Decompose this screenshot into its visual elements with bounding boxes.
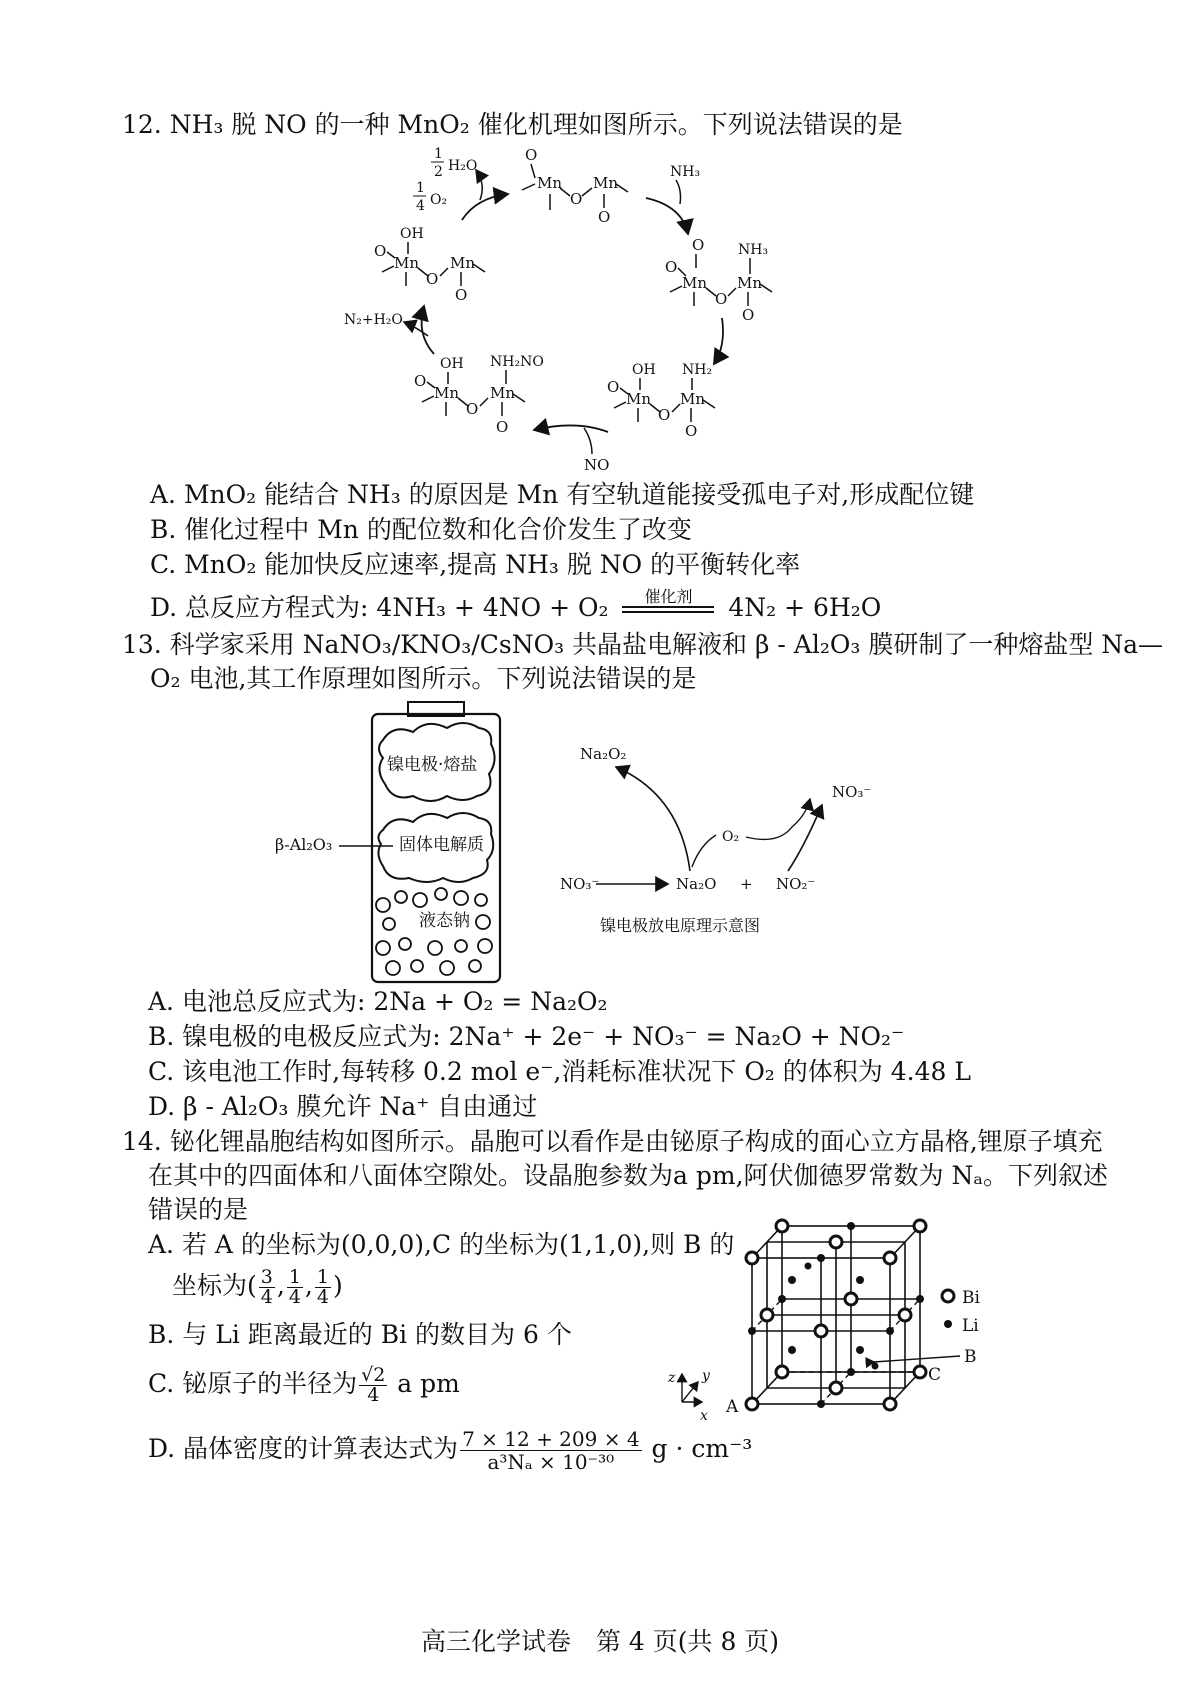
scheme-caption: 镍电极放电原理示意图 <box>600 916 761 935</box>
q14-stem-line2: 在其中的四面体和八面体空隙处。设晶胞参数为a pm,阿伏伽德罗常数为 Nₐ。下列叙述 <box>148 1161 1108 1190</box>
q14-stem-line1: 14. 铋化锂晶胞结构如图所示。晶胞可以看作是由铋原子构成的面心立方晶格,锂原子填充 <box>122 1127 1103 1156</box>
scheme-na2o: Na₂O <box>676 875 717 893</box>
q13-stem-line1: 13. 科学家采用 NaNO₃/KNO₃/CsNO₃ 共晶盐电解液和 β - Al₂O₃ 膜研制了一种熔盐型 Na— <box>122 630 1164 659</box>
q13-option-a: A. 电池总反应式为: 2Na + O₂ = Na₂O₂ <box>148 987 608 1016</box>
sodium-droplets <box>376 888 492 975</box>
q13-ni-electrode-scheme <box>560 735 890 945</box>
complex-left-bottom <box>414 354 544 436</box>
q13-stem-line2: O₂ 电池,其工作原理如图所示。下列说法错误的是 <box>150 664 697 693</box>
reagent-nh3: NH₃ <box>670 164 701 180</box>
product-n2-h2o: N₂+H₂O <box>344 312 403 328</box>
arrow-left-to-top <box>462 194 508 220</box>
battery-electrode-label: 镍电极·熔盐 <box>387 755 478 775</box>
q14-option-b: B. 与 Li 距离最近的 Bi 的数目为 6 个 <box>148 1320 572 1349</box>
svg-text:O: O <box>455 286 468 304</box>
q13-option-d: D. β - Al₂O₃ 膜允许 Na⁺ 自由通过 <box>148 1092 538 1121</box>
label-a: A <box>726 1397 739 1417</box>
svg-text:O: O <box>496 418 509 436</box>
svg-text:O₂: O₂ <box>430 192 448 208</box>
svg-text:O: O <box>525 146 538 164</box>
svg-text:O: O <box>466 400 479 418</box>
svg-text:O: O <box>374 242 387 260</box>
reagent-no: NO <box>584 456 610 474</box>
svg-text:Mn: Mn <box>737 274 763 292</box>
complex-left-top <box>374 226 485 304</box>
svg-text:Mn: Mn <box>490 384 516 402</box>
svg-text:OH: OH <box>400 226 424 242</box>
frac-1-4-b: $\frac{1}{4}$ <box>316 1266 329 1308</box>
catalyst-equals <box>622 588 714 625</box>
q12-stem: 12. NH₃ 脱 NO 的一种 MnO₂ 催化机理如图所示。下列说法错误的是 <box>122 110 903 139</box>
svg-text:O: O <box>607 378 620 396</box>
svg-text:Mn: Mn <box>626 390 652 408</box>
q14-option-a-line1: A. 若 A 的坐标为(0,0,0),C 的坐标为(1,1,0),则 B 的 <box>148 1230 735 1259</box>
q13-option-b: B. 镍电极的电极反应式为: 2Na⁺ + 2e⁻ + NO₃⁻ = Na₂O + NO₂⁻ <box>148 1022 905 1051</box>
svg-text:Mn: Mn <box>450 254 476 272</box>
q14-option-a-line2: 坐标为( $\frac{3}{4}$ , $\frac{1}{4}$ , $\frac{1}{4}$ ) <box>172 1266 343 1308</box>
q12-mechanism-diagram <box>330 140 810 480</box>
axis-x-label: x <box>700 1408 708 1424</box>
q14-crystal-cell <box>660 1210 1000 1440</box>
q12-option-b: B. 催化过程中 Mn 的配位数和化合价发生了改变 <box>150 515 692 544</box>
svg-text:2: 2 <box>434 164 443 180</box>
density-fraction: $\frac{7 \times 12 + 209 \times 4}{\text{a³Nₐ × 10⁻³⁰}}$ <box>462 1427 640 1474</box>
q13-battery-diagram <box>275 700 515 990</box>
q12-option-d <box>150 588 881 625</box>
svg-text:H₂O: H₂O <box>448 158 478 174</box>
battery-sodium-label: 液态钠 <box>419 911 470 931</box>
arrow-right-down <box>714 318 723 364</box>
svg-text:O: O <box>685 422 698 440</box>
q12-option-a: A. MnO₂ 能结合 NH₃ 的原因是 Mn 有空轨道能接受孤电子对,形成配位键 <box>150 480 975 509</box>
complex-right-top <box>665 236 772 324</box>
catalyst-label: 催化剂 <box>644 587 693 606</box>
q14-stem-line3: 错误的是 <box>148 1195 249 1224</box>
svg-text:1: 1 <box>416 180 425 196</box>
label-c: C <box>928 1365 942 1385</box>
svg-text:NH₃: NH₃ <box>738 242 769 258</box>
membrane-label: β-Al₂O₃ <box>275 835 333 854</box>
svg-text:4: 4 <box>416 198 425 214</box>
frac-3-4: $\frac{3}{4}$ <box>260 1266 273 1308</box>
scheme-plus: + <box>740 875 753 893</box>
label-b: B <box>964 1347 977 1367</box>
complex-top <box>522 146 628 226</box>
legend-li-marker <box>944 1320 952 1328</box>
svg-text:Mn: Mn <box>680 390 706 408</box>
arrow-left-up <box>422 306 434 354</box>
scheme-no3-left: NO₃⁻ <box>560 875 600 893</box>
svg-text:O: O <box>715 290 728 308</box>
scheme-no3-top: NO₃⁻ <box>832 783 872 801</box>
legend-bi-marker <box>942 1290 954 1302</box>
complex-right-bottom <box>607 362 715 440</box>
svg-text:O: O <box>742 306 755 324</box>
legend-li-label: Li <box>962 1316 979 1336</box>
svg-text:O: O <box>426 270 439 288</box>
axis-z-label: z <box>668 1370 676 1386</box>
axes-icon <box>682 1374 702 1402</box>
q12-d-suffix: 4N₂ + 6H₂O <box>728 593 882 622</box>
svg-text:Mn: Mn <box>434 384 460 402</box>
frac-sqrt2-4: $\frac{√2}{4}$ <box>361 1364 386 1406</box>
svg-text:NH₂: NH₂ <box>682 362 713 378</box>
q14-option-d: D. 晶体密度的计算表达式为 $\frac{7 \times 12 + 209 \times 4}{\text{a³Nₐ × 10⁻³⁰}}$ g · cm⁻³ <box>148 1427 753 1474</box>
svg-text:Mn: Mn <box>537 174 563 192</box>
q12-d-prefix: D. 总反应方程式为: 4NH₃ + 4NO + O₂ <box>150 593 609 622</box>
page-footer: 高三化学试卷 第 4 页(共 8 页) <box>420 1627 780 1656</box>
q12-option-c: C. MnO₂ 能加快反应速率,提高 NH₃ 脱 NO 的平衡转化率 <box>150 550 801 579</box>
legend-bi-label: Bi <box>962 1288 980 1308</box>
q14-option-c: C. 铋原子的半径为 $\frac{√2}{4}$ a pm <box>148 1364 460 1406</box>
svg-text:O: O <box>570 190 583 208</box>
q13-option-c: C. 该电池工作时,每转移 0.2 mol e⁻,消耗标准状况下 O₂ 的体积为 4.48 L <box>148 1057 971 1086</box>
svg-text:O: O <box>658 406 671 424</box>
battery-electrolyte-label: 固体电解质 <box>399 835 484 855</box>
axis-y-label: y <box>702 1368 710 1384</box>
reagent-o2-quarter <box>413 180 447 214</box>
svg-text:Mn: Mn <box>682 274 708 292</box>
reagent-h2o-half <box>431 146 477 180</box>
frac-1-4-a: $\frac{1}{4}$ <box>288 1266 301 1308</box>
scheme-na2o2: Na₂O₂ <box>580 745 627 763</box>
arrow-bottom-left <box>534 425 608 432</box>
svg-text:Mn: Mn <box>394 254 420 272</box>
scheme-o2: O₂ <box>722 829 740 845</box>
svg-text:O: O <box>665 258 678 276</box>
svg-text:OH: OH <box>440 356 464 372</box>
svg-text:O: O <box>414 372 427 390</box>
svg-text:Mn: Mn <box>593 174 619 192</box>
arrow-top-to-right <box>646 198 688 234</box>
scheme-no2: NO₂⁻ <box>776 875 816 893</box>
svg-text:O: O <box>598 208 611 226</box>
svg-text:O: O <box>692 236 705 254</box>
svg-text:NH₂NO: NH₂NO <box>490 354 544 370</box>
svg-text:OH: OH <box>632 362 656 378</box>
svg-text:1: 1 <box>434 146 443 162</box>
